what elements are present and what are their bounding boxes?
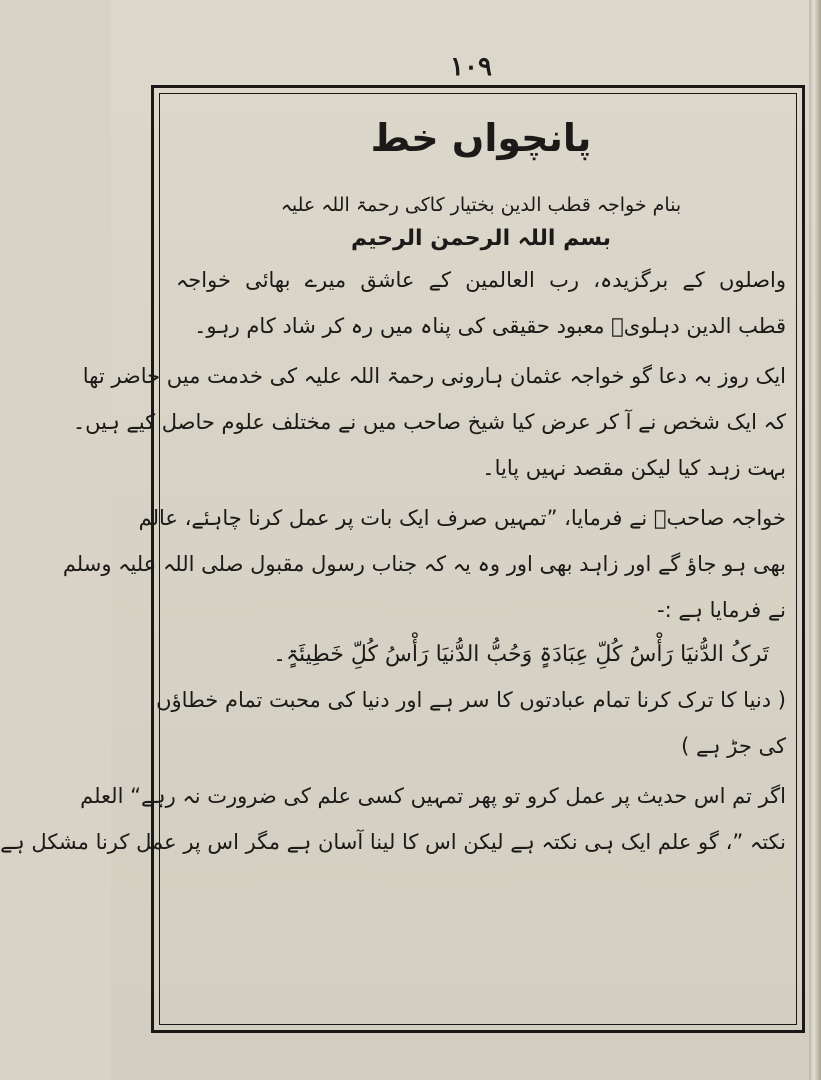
- text-line-5: بہت زہد کیا لیکن مقصد نہیں پایا۔: [482, 455, 786, 480]
- text-line-12: اگر تم اس حدیث پر عمل کرو تو پھر تمہیں کسی علم کی ضرورت نہ رہے“ العلم: [80, 783, 786, 808]
- text-line-7: بھی ہو جاؤ گے اور زاہد بھی اور وہ یہ کہ جناب رسول مقبول صلی اللہ علیہ وسلم: [62, 551, 786, 576]
- text-line-10: ( دنیا کا ترک کرنا تمام عبادتوں کا سر ہے اور دنیا کی محبت تمام خطاؤں: [156, 687, 786, 712]
- text-line-8: نے فرمایا ہے :-: [657, 597, 786, 622]
- text-line-6: خواجہ صاحبؒ نے فرمایا، ”تمہیں صرف ایک بات پر عمل کرنا چاہئے، عالم: [138, 505, 786, 530]
- recipient-line: بنام خواجہ قطب الدین بختیار کاکی رحمۃ اللہ علیہ: [280, 193, 682, 216]
- letter-title: پانچواں خط: [370, 116, 592, 160]
- letter-body: [0, 116, 786, 1020]
- text-line-1: واصلوں کے برگزیدہ، رب العالمین کے عاشق میرے بھائی خواجہ: [176, 267, 786, 292]
- hadith-arabic: تَرکُ الدُّنیَا رَأْسُ کُلِّ عِبَادَۃٍ وَحُبُّ الدُّنیَا رَأْسُ کُلِّ خَطِیئَۃٍ۔: [273, 641, 769, 667]
- text-line-2: قطب الدین دہلویؒ معبود حقیقی کی پناہ میں رہ کر شاد کام رہو۔: [194, 313, 786, 338]
- text-line-13: نکتہ ”، گو علم ایک ہی نکتہ ہے لیکن اس کا لینا آسان ہے مگر اس پر عمل کرنا مشکل ہے: [0, 829, 786, 854]
- text-line-11: کی جڑ ہے ): [681, 733, 786, 758]
- book-spine-edge: [809, 0, 821, 1080]
- text-line-4: کہ ایک شخص نے آ کر عرض کیا شیخ صاحب میں نے مختلف علوم حاصل کیے ہیں۔: [72, 409, 786, 434]
- page-border-frame: [0, 85, 805, 1033]
- text-line-3: ایک روز بہ دعا گو خواجہ عثمان ہارونی رحمۃ اللہ علیہ کی خدمت میں حاضر تھا: [82, 363, 786, 388]
- basmala: بسم اللہ الرحمن الرحیم: [350, 225, 611, 251]
- page-number: ۱۰۹: [450, 52, 492, 82]
